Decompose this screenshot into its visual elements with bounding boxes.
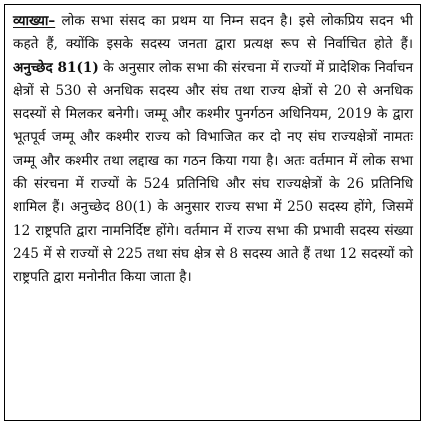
- paragraph-text-part-1: लोक सभा संसद का प्रथम या निम्न सदन है। इसे लोकप्रिय सदन भी कहते हैं, क्योंकि इसके सदस्य जनता द्वारा प्रत्यक्ष रूप से निर्वाचित होते हैं।: [13, 13, 413, 53]
- paragraph-text-part-2: के अनुसार लोक सभा की संरचना में राज्यों में प्रादेशिक निर्वाचन क्षेत्रों से 530 से अनधिक सदस्य और संघ तथा राज्य क्षेत्रों से 20 से अनधिक सदस्यों से मिलकर बनेगी। जम्मू और कश्मीर पुनर्गठन अधिनियम, 2019 के द्वारा भूतपूर्व जम्मू और कश्मीर राज्य को विभाजित कर दो नए संघ राज्यक्षेत्रों नामतः जम्मू और कश्मीर तथा लद्दाख का गठन किया गया है। अतः वर्तमान में लोक सभा की संरचना में राज्यों के 524 प्रतिनिधि और संघ राज्यक्षेत्रों के 26 प्रतिनिधि शामिल हैं। अनुच्छेद 80(1) के अनुसार राज्य सभा में 250 सदस्य होंगे, जिसमें 12 राष्ट्रपति द्वारा नामनिर्दिष्ट होंगे। वर्तमान में राज्य सभा की प्रभावी सदस्य संख्या 245 में से राज्यों से 225 तथा संघ क्षेत्र से 8 सदस्य आते हैं तथा 12 सदस्यों को राष्ट्रपति द्वारा मनोनीत किया जाता है।: [13, 59, 414, 286]
- explanation-label: व्याख्या–: [13, 13, 56, 29]
- article-reference-bold: अनुच्छेद 81(1): [13, 59, 99, 76]
- explanation-paragraph: [13, 10, 413, 290]
- explanation-box: [4, 4, 421, 421]
